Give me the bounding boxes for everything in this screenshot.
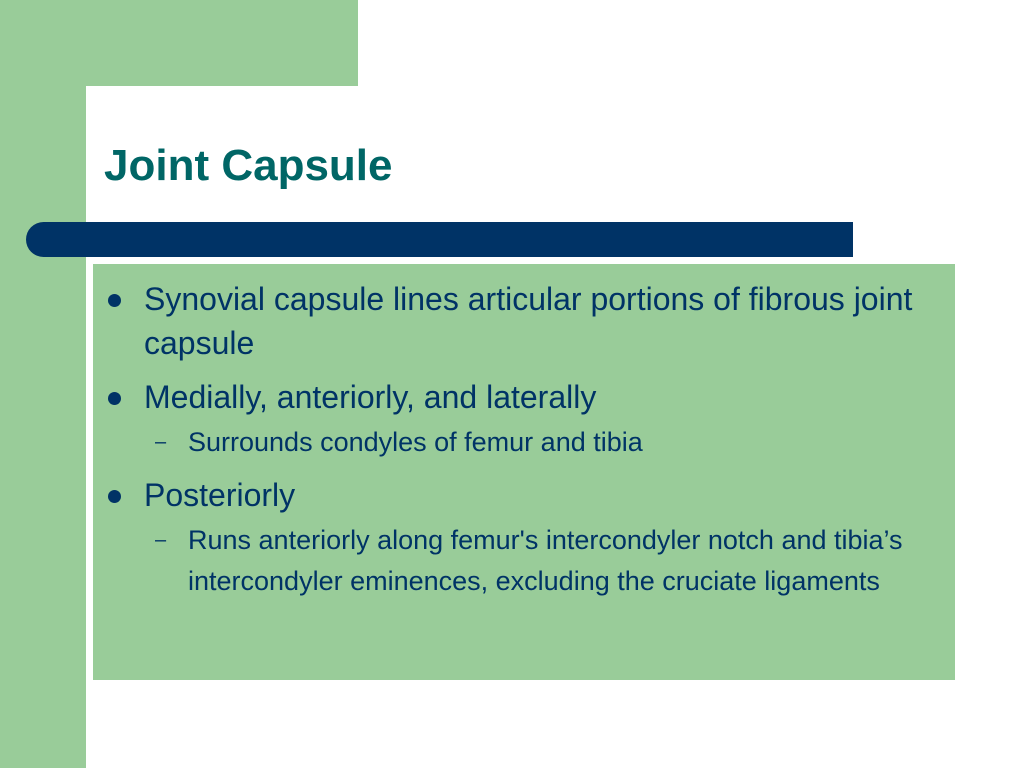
- green-top-decoration: [0, 0, 358, 86]
- bullet-text: Synovial capsule lines articular portions of fibrous joint capsule: [144, 281, 913, 361]
- bullet-dot-icon: [108, 294, 121, 307]
- title-underline-bar: [26, 222, 853, 257]
- bullet-item: [93, 277, 955, 365]
- bullet-dot-icon: [108, 490, 121, 503]
- rounded-corner-decoration: [86, 86, 146, 146]
- sub-bullet-item: [93, 520, 955, 602]
- bullet-dot-icon: [108, 392, 121, 405]
- content-panel: [93, 264, 955, 680]
- bullet-item: [93, 473, 955, 517]
- sub-bullet-text: Runs anteriorly along femur's intercondyler notch and tibia’s intercondyler eminences, excluding the cruciate ligaments: [188, 525, 903, 596]
- green-sidebar-decoration: [0, 0, 86, 768]
- bullet-text: Medially, anteriorly, and laterally: [144, 379, 597, 415]
- dash-icon: –: [155, 529, 167, 551]
- sub-bullet-item: [93, 422, 955, 463]
- bullet-list: [93, 277, 955, 602]
- bullet-item: [93, 375, 955, 419]
- bullet-text: Posteriorly: [144, 477, 296, 513]
- sub-bullet-text: Surrounds condyles of femur and tibia: [188, 427, 643, 457]
- slide-title: Joint Capsule: [104, 141, 393, 190]
- dash-icon: –: [155, 431, 167, 453]
